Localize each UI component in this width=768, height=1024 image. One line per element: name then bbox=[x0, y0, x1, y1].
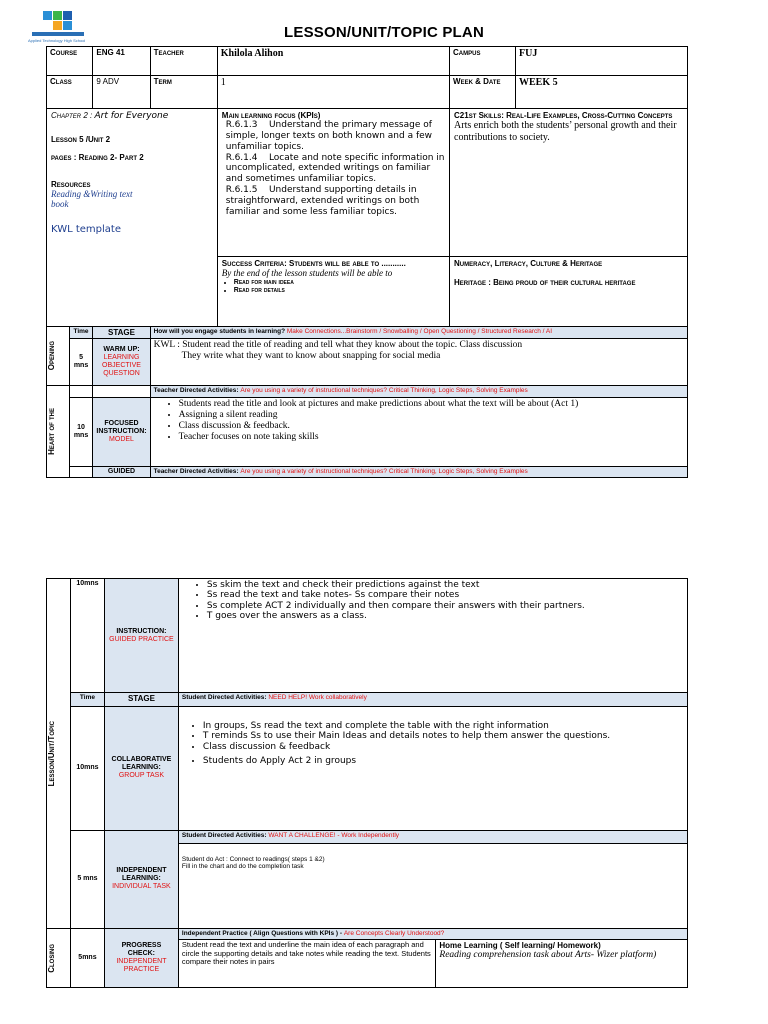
opening-section-cell bbox=[47, 327, 70, 386]
course-value: ENG 41 bbox=[93, 47, 150, 76]
success-criteria-cell bbox=[217, 257, 449, 327]
c21-title: C21st Skills: Real-Life Examples, Cross-Cutting Concepts bbox=[454, 111, 673, 120]
list-item: • Students read the title and look at pictures and make predictions about what the text will be about (Act 1) bbox=[179, 399, 684, 410]
kpi-title: Main learning focus (KPIs) bbox=[221, 111, 321, 120]
kpi-item: R.6.1.3 Understand the primary message of simple, longer texts on both known and a few unfamiliar topics. bbox=[225, 120, 433, 152]
list-item: • T reminds Ss to use their Main Ideas and details notes to help them answer the questions. bbox=[203, 731, 684, 741]
list-item: • T goes over the answers as a class. bbox=[207, 611, 684, 621]
class-value: 9 ADV bbox=[93, 76, 150, 109]
resources-value: Reading &Writing text book bbox=[51, 188, 133, 210]
chapter-label: Chapter 2 : bbox=[51, 111, 93, 120]
indep-header-row bbox=[47, 830, 688, 844]
home-title: Home Learning ( Self learning/ Homework) bbox=[439, 941, 601, 951]
kpi-item: R.6.1.5 Understand supporting details in straightforward, extended writings on both familiar and some less familiar topics. bbox=[225, 184, 420, 217]
list-item: • Class discussion & feedback. bbox=[179, 421, 684, 432]
guided-time: 10mns bbox=[70, 579, 104, 693]
logo-text: Applied Technology High School bbox=[28, 38, 86, 43]
lesson-line: Lesson 5 /Unit 2 bbox=[51, 135, 111, 145]
success-list bbox=[222, 279, 445, 295]
week-label: Week & Date bbox=[450, 76, 516, 109]
list-item: • Ss complete ACT 2 individually and then compare their answers with their partners. bbox=[207, 601, 684, 611]
page-title: LESSON/UNIT/TOPIC PLAN bbox=[284, 24, 484, 41]
lesson-info-cell bbox=[47, 109, 218, 327]
heart-activity-list bbox=[161, 399, 684, 443]
guided-stage-label: GUIDED bbox=[93, 467, 150, 478]
list-item: • Ss read the text and take notes- Ss compare their notes bbox=[207, 590, 684, 600]
opening-stage: WARM UP: LEARNING OBJECTIVE QUESTION bbox=[93, 339, 150, 386]
tda-header-2: Teacher Directed Activities: Are you using a variety of instructional techniques? Critical Thinking, Logic Steps, Solving Examples bbox=[150, 467, 687, 478]
heart-section-label: Heart of the bbox=[47, 408, 56, 456]
heritage-text: Heritage : Being proud of their cultural heritage bbox=[454, 278, 636, 288]
resources-label: Resources bbox=[51, 179, 91, 189]
success-item: • Read for main ideea bbox=[234, 279, 445, 287]
chapter-name: Art for Everyone bbox=[94, 111, 169, 121]
closing-section-cell bbox=[47, 929, 71, 988]
home-text: Reading comprehension task about Arts- Wizer platform) bbox=[439, 950, 657, 961]
collab-row bbox=[47, 706, 688, 830]
teacher-label: Teacher bbox=[150, 47, 217, 76]
lesson-section-label: Lesson/Unit/Topic bbox=[47, 720, 56, 787]
collab-activity-list bbox=[185, 721, 684, 766]
closing-section-label: Closing bbox=[47, 943, 56, 973]
closing-activity: Student read the text and underline the main idea of each paragraph and circle the supporting details and take notes while reading the text. Students compare their notes in pairs bbox=[178, 940, 435, 988]
guided-row bbox=[47, 579, 688, 693]
opening-section-label: Opening bbox=[47, 341, 56, 371]
c21-cell bbox=[450, 109, 688, 257]
list-item: • Ss skim the text and check their predictions against the text bbox=[207, 580, 684, 590]
chapter-line bbox=[51, 111, 213, 121]
closing-time: 5mns bbox=[70, 929, 104, 988]
week-value: WEEK 5 bbox=[516, 76, 688, 109]
success-item: • Read for details bbox=[234, 287, 445, 295]
kpi-cell bbox=[217, 109, 449, 257]
sda-header-2: Student Directed Activities: WANT A CHALLENGE! - Work Independently bbox=[178, 830, 687, 844]
lesson-plan-table-page2 bbox=[46, 578, 688, 988]
home-learning-cell bbox=[436, 940, 688, 988]
indep-activity: Student do Act : Connect to readings( steps 1 &2) Fill in the chart and do the completion task bbox=[178, 844, 687, 929]
ip-header: Independent Practice ( Align Questions with KPIs ) - Are Concepts Clearly Understood? bbox=[178, 929, 687, 940]
class-label: Class bbox=[47, 76, 93, 109]
list-item: • In groups, Ss read the text and complete the table with the right information bbox=[203, 721, 684, 731]
list-item: • Assigning a silent reading bbox=[179, 410, 684, 421]
numeracy-cell bbox=[450, 257, 688, 327]
heart-header-row bbox=[47, 386, 688, 398]
kwl-template: KWL template bbox=[51, 223, 121, 235]
list-item: • Students do Apply Act 2 in groups bbox=[203, 756, 684, 766]
stage-header: STAGE bbox=[93, 327, 150, 339]
opening-activity: KWL : Student read the title of reading and tell what they know about the topic. Class discussion They write what they want to know about snapping for social media bbox=[150, 339, 687, 386]
numeracy-title: Numeracy, Literacy, Culture & Heritage bbox=[454, 259, 603, 268]
opening-row bbox=[47, 339, 688, 386]
heart-activities bbox=[150, 398, 687, 467]
tda-header: Teacher Directed Activities: Are you using a variety of instructional techniques? Critical Thinking, Logic Steps, Solving Examples bbox=[150, 386, 687, 398]
guided-header-row bbox=[47, 467, 688, 478]
term-value: 1 bbox=[217, 76, 449, 109]
closing-stage: PROGRESS CHECK: INDEPENDENT PRACTICE bbox=[104, 929, 178, 988]
guided-activities bbox=[178, 579, 687, 693]
time-header: Time bbox=[69, 327, 93, 339]
stage-header-2: STAGE bbox=[104, 693, 178, 707]
collab-activities bbox=[178, 706, 687, 830]
heart-stage: FOCUSED INSTRUCTION: MODEL bbox=[93, 398, 150, 467]
info-row-a bbox=[47, 109, 688, 257]
campus-value: FUJ bbox=[516, 47, 688, 76]
header-row-2 bbox=[47, 76, 688, 109]
success-title: Success Criteria: Students will be able to ........... bbox=[221, 259, 406, 268]
campus-label: Campus bbox=[450, 47, 516, 76]
collab-stage: COLLABORATIVE LEARNING: GROUP TASK bbox=[104, 706, 178, 830]
success-intro: By the end of the lesson students will be able to bbox=[221, 268, 393, 279]
teacher-value: Khilola Alihon bbox=[217, 47, 449, 76]
heart-time: 10 mns bbox=[69, 398, 93, 467]
heart-row bbox=[47, 398, 688, 467]
c21-text: Arts enrich both the students’ personal growth and their contributions to society. bbox=[454, 120, 677, 143]
heart-section-cell bbox=[47, 386, 70, 478]
kpi-list bbox=[222, 120, 445, 217]
opening-header-row bbox=[47, 327, 688, 339]
term-label: Term bbox=[150, 76, 217, 109]
engage-header: How will you engage students in learning? Make Connections...Brainstorm / Snowballing / Open Questioning / Structured Research / AI bbox=[150, 327, 687, 339]
collab-header-row bbox=[47, 693, 688, 707]
list-item: • Class discussion & feedback bbox=[203, 742, 684, 752]
course-label: Course bbox=[47, 47, 93, 76]
collab-time: 10mns bbox=[70, 706, 104, 830]
opening-time: 5 mns bbox=[69, 339, 93, 386]
guided-stage: INSTRUCTION: GUIDED PRACTICE bbox=[104, 579, 178, 693]
header-row-1 bbox=[47, 47, 688, 76]
guided-activity-list bbox=[189, 580, 684, 621]
list-item: • Teacher focuses on note taking skills bbox=[179, 432, 684, 443]
pages-line: pages : Reading 2- Part 2 bbox=[51, 152, 144, 162]
sda-header: Student Directed Activities: NEED HELP! Work collaboratively bbox=[178, 693, 687, 707]
lesson-section-cell bbox=[47, 579, 71, 929]
kpi-item: R.6.1.4 Locate and note specific information in uncomplicated, extended writings on familiar and sometimes unfamiliar topics. bbox=[225, 152, 445, 185]
lesson-plan-table-page1 bbox=[46, 46, 688, 478]
indep-stage: INDEPENDENT LEARNING: INDIVIDUAL TASK bbox=[104, 830, 178, 929]
closing-header-row bbox=[47, 929, 688, 940]
time-header-2: Time bbox=[70, 693, 104, 707]
indep-time: 5 mns bbox=[70, 830, 104, 929]
